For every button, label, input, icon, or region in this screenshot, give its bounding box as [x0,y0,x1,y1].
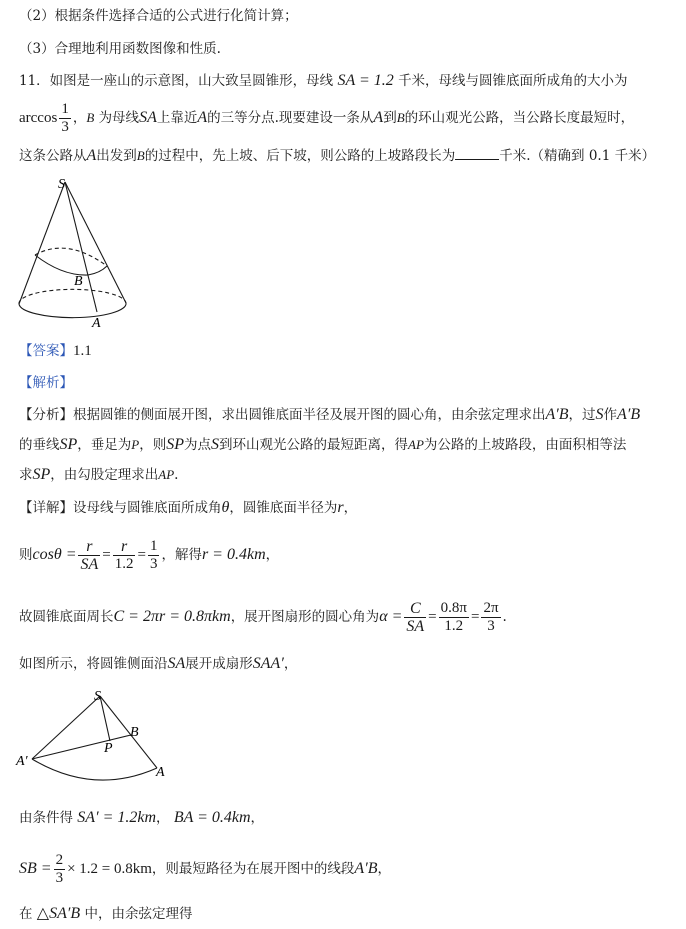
math-b: B [396,110,405,125]
label-a: A [156,765,165,780]
math-b: B [136,148,145,163]
q11-text: 千米.（精确到 0.1 千米） [499,148,656,164]
text: ， [283,656,298,672]
text: ，展开图扇形的圆心角为 [230,609,380,625]
circumference-line: 故圆锥底面周长C = 2πr = 0.8πkm，展开图扇形的圆心角为α = $\frac{C}{SA}$ = $\frac{0.8\pi}{1.2}$ = $\frac{2\pi}{3}$ . [19,600,507,635]
label-s: S [94,689,101,704]
cone-left-edge [19,182,65,304]
question-11-line-1 [19,71,672,91]
math-r-result: r = 0.4km [201,546,266,563]
analysis-text: . [174,467,179,483]
text: 展开成扇形 [185,656,253,672]
math-apb: A′B [617,406,641,423]
text: ， [250,810,265,826]
cos-equation-line [19,533,672,577]
math-circumference: C = 2πr = 0.8πkm [113,608,231,625]
q11-text: 11．如图是一座山的示意图，山大致呈圆锥形，母线 [19,73,334,89]
analysis-text: 为点 [184,437,212,453]
equals: = [137,547,146,563]
radius-sa-prime [32,696,100,759]
detail-text: 设母线与圆锥底面所成角 [73,500,222,516]
q11-text: 的环山观光公路，当公路长度最短时， [404,110,635,126]
jiexi-label: 【解析】 [19,375,73,391]
math-ap: AP [408,437,424,452]
text-line-1: （2）根据条件选择合适的公式进行化简计算； [19,8,298,24]
analysis-text: 根据圆锥的侧面展开图，求出圆锥底面半径及展开图的圆心角，由余弦定理求出 [73,407,546,423]
label-b: B [74,274,83,289]
analysis-text: 作 [603,407,618,423]
road-back [35,248,107,266]
q11-text: 上靠近 [156,110,198,126]
text-line-2: （3）合理地利用函数图像和性质. [19,41,221,57]
road-front [35,255,107,275]
math-alpha: α = [379,608,403,625]
text: ，解得 [161,547,202,563]
analysis-text: ，则 [139,437,167,453]
text: ，则最短路径为在展开图中的线段 [151,861,355,877]
segment-a-prime-b [32,735,131,759]
text: 故圆锥底面周长 [19,609,114,625]
analysis-text: ，过 [568,407,596,423]
sector-figure [14,686,174,786]
analysis-text: 为公路的上坡路段，由面积相等法 [423,437,627,453]
analysis-label: 【分析】 [19,407,73,423]
math-sp: SP [32,466,51,483]
text: ， [377,861,391,877]
answer-value: 1.1 [73,343,92,359]
analysis-text: 到环山观光公路的最短距离，得 [219,437,409,453]
cone-base-back [19,289,126,304]
last-line [19,904,672,924]
analysis-text: ，由勾股定理求出 [50,467,159,483]
math-ba: BA = 0.4km [173,809,251,826]
math-sp: SP [166,436,185,453]
math-arccos: arccos [19,110,58,126]
analysis-text: 的垂线 [19,437,60,453]
math-sb-value: × 1.2 = 0.8km [67,861,152,877]
math-sa: SA [139,109,157,126]
text: 则 [19,547,33,563]
q11-text: 的三等分点.现要建设一条从 [207,110,374,126]
math-s: S [595,406,604,423]
label-a: A [92,316,101,331]
math-s: S [211,436,220,453]
detail-text: ，圆锥底面半径为 [229,500,338,516]
analysis-text: ，垂足为 [77,437,132,453]
label-a-prime: A′ [16,754,28,769]
analysis-line-3 [19,465,672,485]
fraction-r-sa: $\frac{r}{SA}$ [80,538,99,573]
text: . [502,609,507,625]
q11-text: 为母线 [98,110,140,126]
cone-base-front [19,303,126,318]
fraction-one-third: $\frac{1}{3}$ [61,101,69,135]
math-theta: θ [221,499,230,516]
label-p: P [104,741,113,756]
math-a: A [197,109,208,126]
text: 中，由余弦定理得 [84,906,193,922]
sector-arc [32,759,157,780]
math-sa-length: SA = 1.2 [337,72,394,89]
text: 由条件得 [19,810,73,826]
analysis-line-1 [19,405,672,425]
fraction-r-1-2: $\frac{r}{1.2}$ [114,538,134,572]
cone-figure [12,172,137,332]
text: ， [265,547,280,563]
equals: = [102,547,111,563]
fraction-0-8pi: $\frac{0.8\pi}{1.2}$ [440,600,467,634]
sb-line [19,847,672,891]
question-11-line-2: arccos $\frac{1}{3}$ ，B 为母线SA上靠近A的三等分点.现要建设一条从A到B的环山观光公路，当公路长度最短时， [19,101,635,135]
question-11-line-3 [19,145,672,166]
fraction-one-third: $\frac{1}{3}$ [149,538,158,572]
math-sa-prime: SA′ = 1.2km [77,809,157,826]
text: ， [156,810,170,826]
math-apb: A′B [354,860,378,877]
cone-generatrix-sa [65,182,97,312]
q11-text: 出发到 [96,148,137,164]
answer-line [19,341,672,361]
analysis-text: 求 [19,467,33,483]
fraction-two-thirds: $\frac{2}{3}$ [55,852,64,886]
math-a: A [373,109,384,126]
math-sp: SP [59,436,78,453]
q11-text: 这条公路从 [19,148,87,164]
detail-line-1 [19,498,672,518]
math-sa: SA [167,655,186,672]
answer-label: 【答案】 [19,343,73,359]
math-ap: AP [158,467,175,482]
text: 在 [19,906,33,922]
text: 如图所示，将圆锥侧面沿 [19,656,168,672]
analysis-line-2 [19,435,672,455]
label-s: S [58,177,65,192]
math-p: P [131,437,140,452]
math-r: r [337,499,344,516]
math-cos: cosθ = [32,546,77,563]
math-sector: SAA′ [252,655,284,672]
label-b: B [130,725,139,740]
math-apb: A′B [545,406,569,423]
fraction-c-sa: $\frac{C}{SA}$ [406,600,425,635]
math-sb: SB = [19,860,52,877]
detail-label: 【详解】 [19,500,73,516]
fraction-2pi-3: $\frac{2\pi}{3}$ [483,600,499,634]
given-line [19,808,672,828]
q11-text: 的过程中，先上坡、后下坡，则公路的上坡路段长为 [144,148,456,164]
unfold-line [19,654,672,674]
q11-text: 到 [383,110,397,126]
math-a: A [86,147,97,164]
math-b: B [86,110,95,125]
detail-text: ， [343,500,358,516]
answer-blank [455,145,499,160]
q11-text: 千米，母线与圆锥底面所成角的大小为 [398,73,628,89]
math-triangle: △SA′B [36,905,81,922]
